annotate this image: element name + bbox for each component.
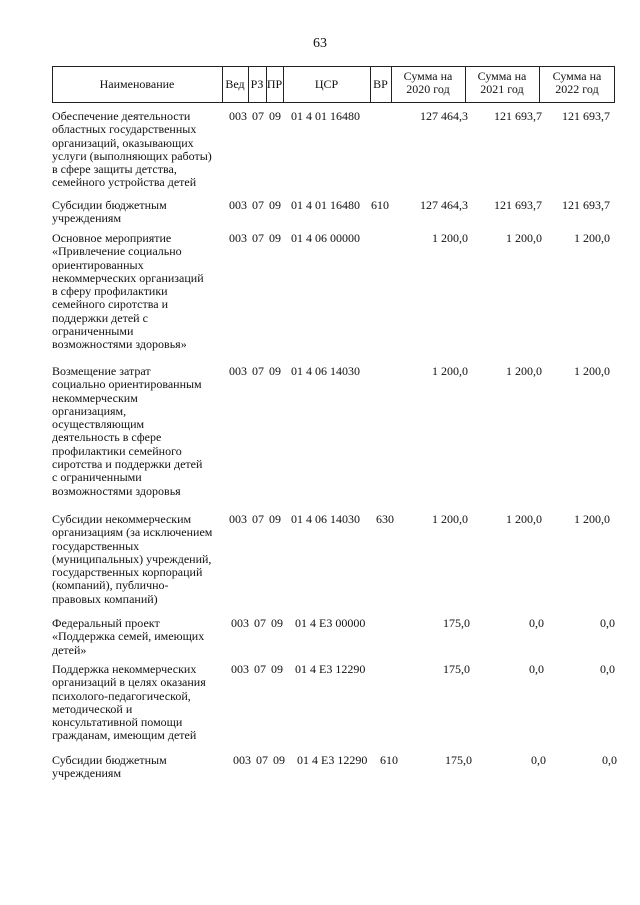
row-pr: 09 — [269, 231, 281, 245]
row-ved: 003 — [231, 616, 249, 630]
header-ved: Вед — [225, 77, 245, 91]
row-rz: 07 — [254, 616, 266, 630]
row-sum-2022: 121 693,7 — [562, 109, 610, 123]
header-name: Наименование — [99, 77, 175, 91]
row-sum-2021: 121 693,7 — [494, 109, 542, 123]
row-sum-2022: 1 200,0 — [574, 231, 610, 245]
row-rz: 07 — [252, 512, 264, 526]
row-ved: 003 — [231, 662, 249, 676]
row-name: Субсидии некоммерческим организациям (за исключением государственных (муниципальных) учреждений, государственных корпораций (компаний), публично- правовых компаний) — [52, 512, 213, 606]
row-sum-2021: 121 693,7 — [494, 198, 542, 212]
page-number: 63 — [313, 36, 327, 51]
row-rz: 07 — [252, 364, 264, 378]
row-ved: 003 — [229, 231, 247, 245]
row-rz: 07 — [254, 662, 266, 676]
row-sum-2020: 127 464,3 — [420, 109, 468, 123]
row-sum-2022: 0,0 — [600, 662, 615, 676]
table-header — [52, 66, 615, 103]
row-sum-2022: 1 200,0 — [574, 512, 610, 526]
row-sum-2021: 0,0 — [531, 753, 546, 767]
row-sum-2021: 0,0 — [529, 662, 544, 676]
row-csr: 01 4 06 00000 — [291, 231, 360, 245]
row-name: Федеральный проект «Поддержка семей, имеющих детей» — [52, 616, 205, 657]
row-csr: 01 4 01 16480 — [291, 109, 360, 123]
row-rz: 07 — [252, 198, 264, 212]
header-sum-2022: Сумма на 2022 год — [552, 69, 602, 96]
row-pr: 09 — [273, 753, 285, 767]
row-rz: 07 — [252, 231, 264, 245]
row-pr: 09 — [269, 512, 281, 526]
header-vr: ВР — [373, 77, 388, 91]
header-rz: РЗ — [250, 77, 264, 91]
row-pr: 09 — [271, 616, 283, 630]
row-ved: 003 — [229, 512, 247, 526]
row-sum-2020: 1 200,0 — [432, 512, 468, 526]
row-sum-2020: 127 464,3 — [420, 198, 468, 212]
row-name: Обеспечение деятельности областных государственных организаций, оказывающих услуги (выполняющих работы) в сфере защиты детства, семейного устройства детей — [52, 109, 212, 190]
row-sum-2020: 1 200,0 — [432, 364, 468, 378]
row-rz: 07 — [252, 109, 264, 123]
row-csr: 01 4 06 14030 — [291, 512, 360, 526]
row-csr: 01 4 E3 00000 — [295, 616, 366, 630]
row-name: Возмещение затрат социально ориентированным некоммерческим организациям, осуществляющим деятельность в сфере профилактики семейного сиротства и поддержки детей с ограниченными возможностями здоровья — [52, 364, 203, 498]
row-sum-2020: 175,0 — [443, 662, 470, 676]
row-sum-2021: 0,0 — [529, 616, 544, 630]
row-vr: 630 — [376, 512, 394, 526]
row-csr: 01 4 E3 12290 — [295, 662, 366, 676]
row-pr: 09 — [269, 198, 281, 212]
row-sum-2020: 175,0 — [443, 616, 470, 630]
row-ved: 003 — [229, 198, 247, 212]
row-sum-2021: 1 200,0 — [506, 231, 542, 245]
row-rz: 07 — [256, 753, 268, 767]
row-ved: 003 — [229, 109, 247, 123]
header-csr: ЦСР — [314, 77, 339, 91]
row-sum-2022: 121 693,7 — [562, 198, 610, 212]
row-vr: 610 — [380, 753, 398, 767]
row-sum-2022: 0,0 — [602, 753, 617, 767]
row-sum-2020: 175,0 — [445, 753, 472, 767]
row-sum-2021: 1 200,0 — [506, 512, 542, 526]
row-pr: 09 — [271, 662, 283, 676]
row-csr: 01 4 06 14030 — [291, 364, 360, 378]
row-name: Субсидии бюджетным учреждениям — [52, 753, 167, 781]
row-sum-2020: 1 200,0 — [432, 231, 468, 245]
row-pr: 09 — [269, 364, 281, 378]
row-sum-2022: 0,0 — [600, 616, 615, 630]
row-name: Субсидии бюджетным учреждениям — [52, 198, 167, 226]
row-name: Основное мероприятие «Привлечение социально ориентированных некоммерческих организаций в сферу профилактики семейного сиротства и поддержки детей с ограниченными возможностями здоровья» — [52, 231, 204, 352]
row-sum-2022: 1 200,0 — [574, 364, 610, 378]
row-name: Поддержка некоммерческих организаций в целях оказания психолого-педагогической, методической и консультативной помощи гражданам, имеющим детей — [52, 662, 206, 743]
row-csr: 01 4 01 16480 — [291, 198, 360, 212]
row-pr: 09 — [269, 109, 281, 123]
row-vr: 610 — [371, 198, 389, 212]
row-sum-2021: 1 200,0 — [506, 364, 542, 378]
header-sum-2021: Сумма на 2021 год — [477, 69, 527, 96]
header-pr: ПР — [266, 77, 283, 91]
row-csr: 01 4 E3 12290 — [297, 753, 368, 767]
row-ved: 003 — [233, 753, 251, 767]
header-sum-2020: Сумма на 2020 год — [403, 69, 453, 96]
row-ved: 003 — [229, 364, 247, 378]
